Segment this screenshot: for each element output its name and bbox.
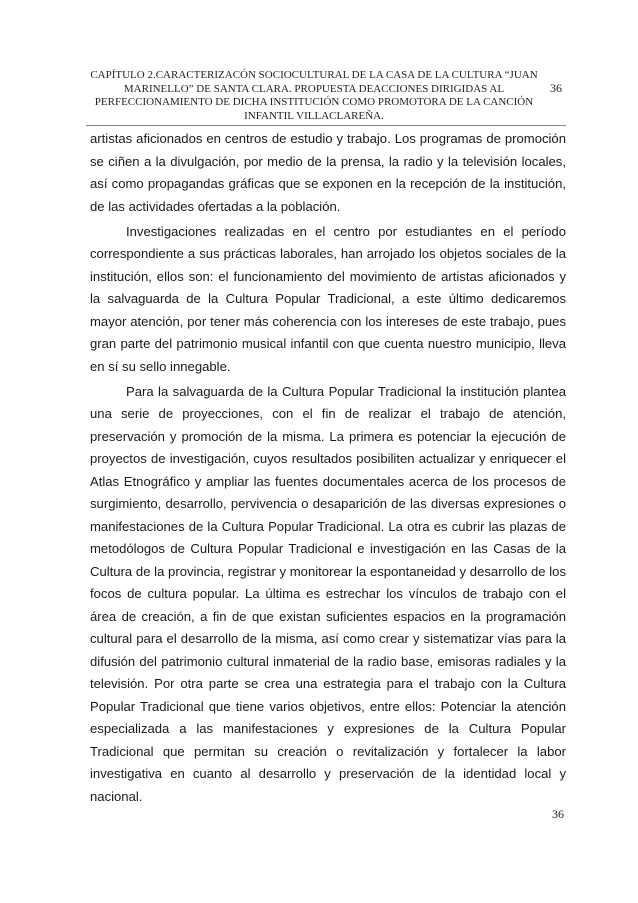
running-header xyxy=(90,69,560,125)
chapter-title: CAPÍTULO 2.CARACTERIZACÓN SOCIOCULTURAL DE LA CASA DE LA CULTURA “JUAN MARINELLO” DE SANTA CLARA. PROPUESTA DEACCIONES DIRIGIDAS AL PERFECCIONAMIENTO DE DICHA INSTITUCIÓN COMO PROMOTORA DE LA CANCIÓN INFANTIL VILLACLAREÑA. xyxy=(90,69,538,122)
header-page-number: 36 xyxy=(550,81,562,95)
paragraph-2: Investigaciones realizadas en el centro por estudiantes en el período correspondiente a sus prácticas laborales, han arrojado los objetos sociales de la institución, ellos son: el funcionamiento del movimiento de artistas aficionados y la salvaguarda de la Cultura Popular Tradicional, a este último dedicaremos mayor atención, por tener más coherencia con los intereses de este trabajo, pues gran parte del patrimonio musical infantil con que cuenta nuestro municipio, lleva en sí su sello innegable. xyxy=(90,223,566,374)
footer-page-number: 36 xyxy=(552,807,564,821)
body-text xyxy=(90,128,566,811)
paragraph-3: Para la salvaguarda de la Cultura Popular Tradicional la institución plantea una serie de proyecciones, con el fin de realizar el trabajo de atención, preservación y promoción de la misma. La primera es potenciar la ejecución de proyectos de investigación, cuyos resultados posibiliten actualizar y enriquecer el Atlas Etnográfico y ampliar las fuentes documentales acerca de los procesos de surgimiento, desarrollo, pervivencia o desaparición de las diversas expresiones o manifestaciones de la Cultura Popular Tradicional. La otra es cubrir las plazas de metodólogos de Cultura Popular Tradicional e investigación en las Casas de la Cultura de la provincia, registrar y monitorear la espontaneidad y desarrollo de los focos de cultura popular. La última es estrechar los vínculos de trabajo con el área de creación, a fin de que existan suficientes espacios en la programación cultural para el desarrollo de la misma, así como crear y sistematizar vías para la difusión del patrimonio cultural inmaterial de la radio base, emisoras radiales y la televisión. Por otra parte se crea una estrategia para el trabajo con la Cultura Popular Tradicional que tiene varios objetivos, entre ellos: Potenciar la atención especializada a las manifestaciones y expresiones de la Cultura Popular Tradicional que permitan su creación o revitalización y fortalecer la labor investigativa en cuanto al desarrollo y preservación de la identidad local y nacional. xyxy=(90,383,566,804)
header-divider xyxy=(86,125,566,126)
paragraph-1: artistas aficionados en centros de estudio y trabajo. Los programas de promoción se ciñen a la divulgación, por medio de la prensa, la radio y la televisión locales, así como propagandas gráficas que se exponen en la recepción de la institución, de las actividades ofertadas a la población. xyxy=(90,131,566,214)
